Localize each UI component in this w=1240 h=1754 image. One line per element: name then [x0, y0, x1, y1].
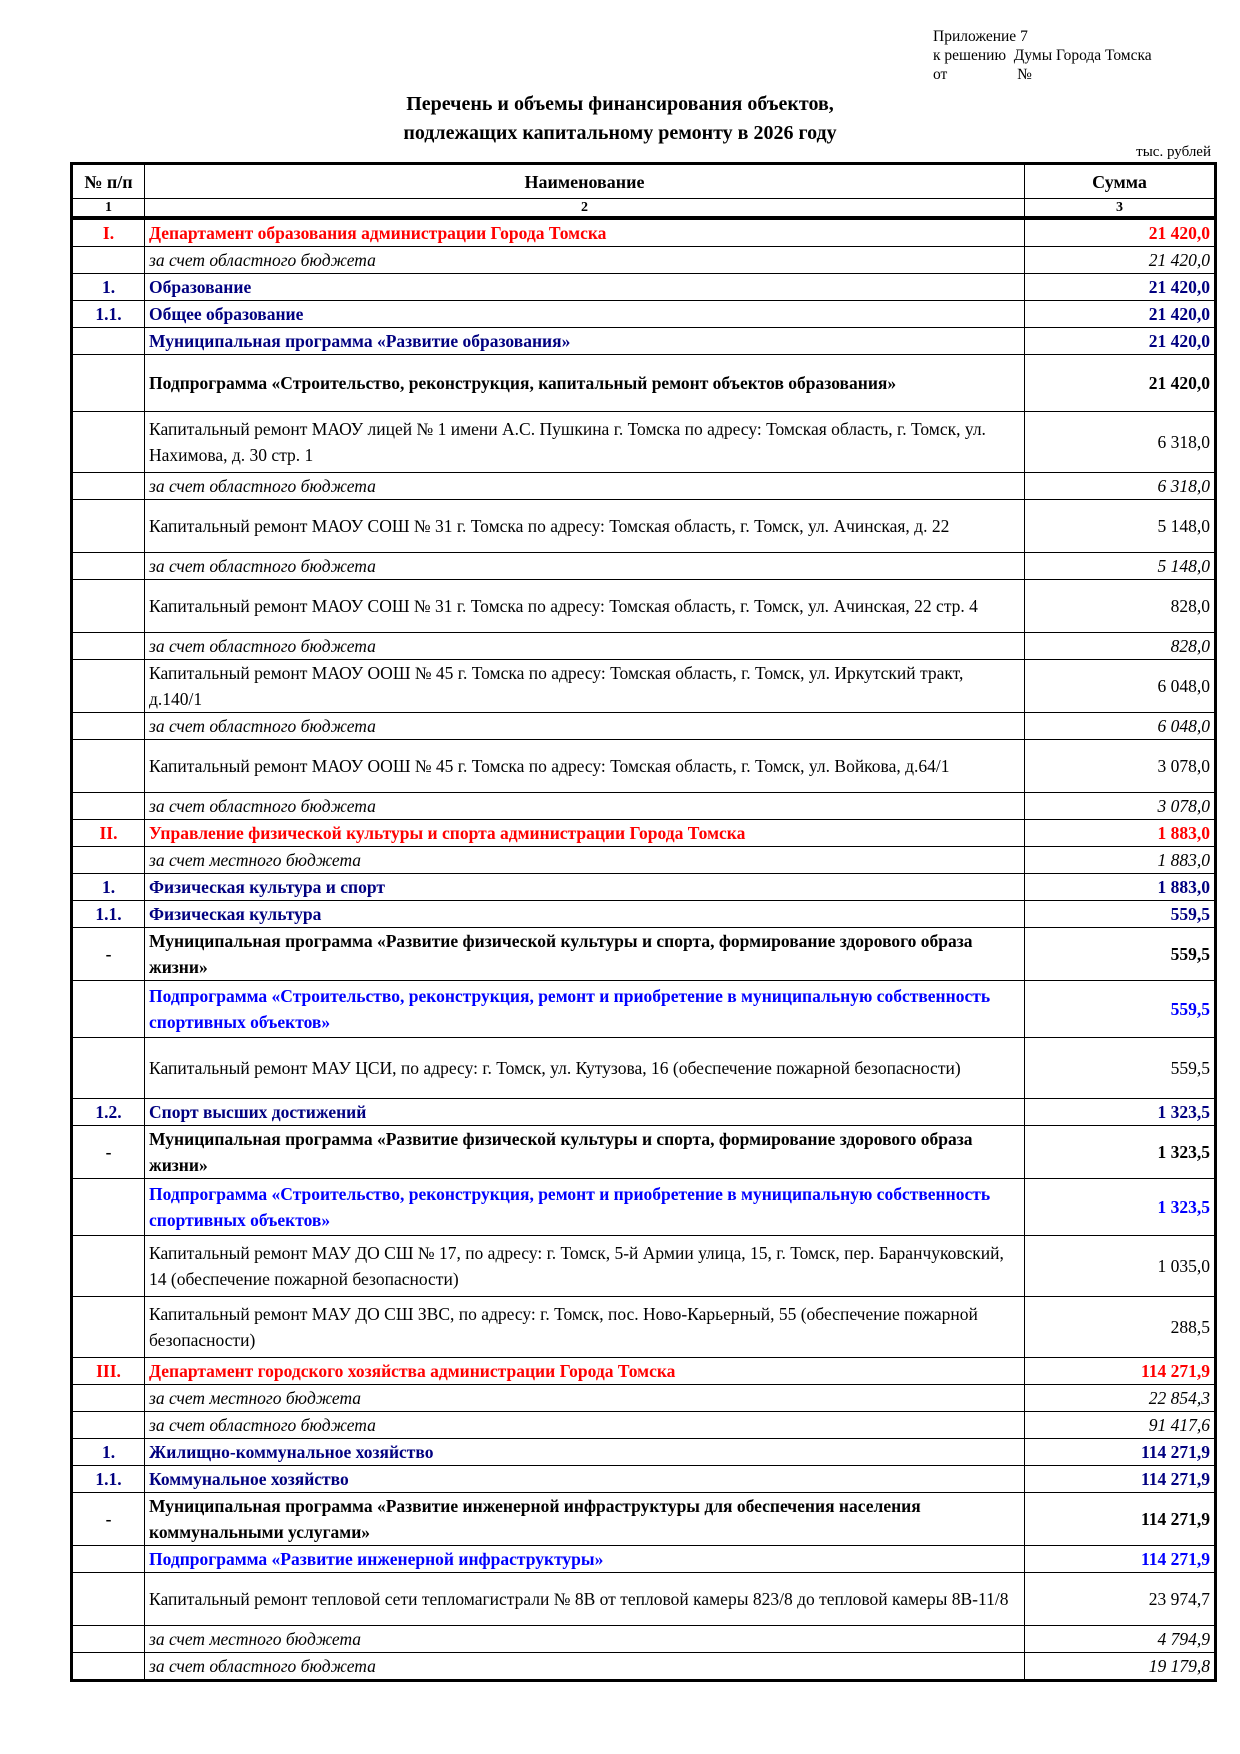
- cell-num: [72, 1385, 145, 1412]
- appendix-line-3: от №: [933, 66, 1032, 83]
- cell-sum: 23 974,7: [1025, 1573, 1216, 1626]
- cell-sum: 5 148,0: [1025, 500, 1216, 553]
- cell-num: [72, 847, 145, 874]
- cell-num: [72, 1236, 145, 1297]
- cell-sum: 91 417,6: [1025, 1412, 1216, 1439]
- cell-name: за счет областного бюджета: [145, 1653, 1025, 1681]
- cell-sum: 19 179,8: [1025, 1653, 1216, 1681]
- cell-sum: 21 420,0: [1025, 218, 1216, 247]
- table-row-budget: [72, 1385, 1216, 1412]
- cell-sum: 288,5: [1025, 1297, 1216, 1358]
- title-line-1: Перечень и объемы финансирования объектов,: [406, 93, 834, 115]
- cell-num: [72, 412, 145, 473]
- cell-num: [72, 580, 145, 633]
- column-number-3: 3: [1025, 199, 1216, 219]
- cell-sum: 559,5: [1025, 901, 1216, 928]
- cell-num: [72, 1626, 145, 1653]
- cell-num: [72, 247, 145, 274]
- column-number-1: 1: [72, 199, 145, 219]
- cell-name: Физическая культура и спорт: [145, 874, 1025, 901]
- cell-num: [72, 1573, 145, 1626]
- table-row-item: [72, 660, 1216, 713]
- table-row-section: [72, 274, 1216, 301]
- cell-name: Капитальный ремонт МАУ ДО СШ № 17, по адресу: г. Томск, 5-й Армии улица, 15, г. Томск, пер. Баранчуковский, 14 (обеспечение пожарной безопасности): [145, 1236, 1025, 1297]
- table-row-item: [72, 500, 1216, 553]
- cell-sum: 828,0: [1025, 580, 1216, 633]
- cell-name: Капитальный ремонт МАОУ СОШ № 31 г. Томска по адресу: Томская область, г. Томск, ул. Ачинская, 22 стр. 4: [145, 580, 1025, 633]
- cell-name: Капитальный ремонт тепловой сети тепломагистрали № 8В от тепловой камеры 823/8 до тепловой камеры 8В-11/8: [145, 1573, 1025, 1626]
- cell-sum: 114 271,9: [1025, 1466, 1216, 1493]
- cell-name: Жилищно-коммунальное хозяйство: [145, 1439, 1025, 1466]
- cell-num: [72, 1179, 145, 1236]
- cell-num: -: [72, 1493, 145, 1546]
- cell-num: -: [72, 1126, 145, 1179]
- column-number-2: 2: [145, 199, 1025, 219]
- cell-sum: 1 323,5: [1025, 1179, 1216, 1236]
- cell-num: [72, 713, 145, 740]
- table-row-section: [72, 874, 1216, 901]
- cell-num: [72, 660, 145, 713]
- cell-num: 1.1.: [72, 1466, 145, 1493]
- cell-name: Капитальный ремонт МАОУ СОШ № 31 г. Томска по адресу: Томская область, г. Томск, ул. Ачинская, д. 22: [145, 500, 1025, 553]
- cell-name: за счет местного бюджета: [145, 1626, 1025, 1653]
- cell-num: I.: [72, 218, 145, 247]
- header-sum: Сумма: [1025, 164, 1216, 199]
- cell-num: 1.1.: [72, 901, 145, 928]
- cell-name: Коммунальное хозяйство: [145, 1466, 1025, 1493]
- cell-name: Капитальный ремонт МАОУ ООШ № 45 г. Томска по адресу: Томская область, г. Томск, ул. Войкова, д.64/1: [145, 740, 1025, 793]
- table-row-dept: [72, 218, 1216, 247]
- cell-num: [72, 1546, 145, 1573]
- cell-name: за счет областного бюджета: [145, 553, 1025, 580]
- cell-name: за счет областного бюджета: [145, 473, 1025, 500]
- table-row-subprogram: [72, 1179, 1216, 1236]
- cell-sum: 3 078,0: [1025, 740, 1216, 793]
- cell-sum: 21 420,0: [1025, 301, 1216, 328]
- cell-sum: 828,0: [1025, 633, 1216, 660]
- table-row-subprogram: [72, 981, 1216, 1038]
- cell-num: [72, 1297, 145, 1358]
- cell-sum: 21 420,0: [1025, 328, 1216, 355]
- cell-name: за счет областного бюджета: [145, 247, 1025, 274]
- table-header-row: [72, 164, 1216, 199]
- table-row-budget: [72, 553, 1216, 580]
- cell-sum: 22 854,3: [1025, 1385, 1216, 1412]
- table-row-budget: [72, 1412, 1216, 1439]
- table-row-section: [72, 1466, 1216, 1493]
- cell-sum: 1 035,0: [1025, 1236, 1216, 1297]
- cell-sum: 21 420,0: [1025, 274, 1216, 301]
- cell-name: за счет областного бюджета: [145, 633, 1025, 660]
- document-title: [0, 90, 1240, 148]
- cell-name: за счет областного бюджета: [145, 1412, 1025, 1439]
- table-row-program: [72, 928, 1216, 981]
- table-row-budget: [72, 633, 1216, 660]
- cell-num: [72, 553, 145, 580]
- cell-num: [72, 328, 145, 355]
- cell-name: Департамент образования администрации Города Томска: [145, 218, 1025, 247]
- appendix-line-1: Приложение 7: [933, 28, 1028, 45]
- cell-num: [72, 981, 145, 1038]
- table-row-dept: [72, 820, 1216, 847]
- table-row-section: [72, 1099, 1216, 1126]
- table-row-budget: [72, 1653, 1216, 1681]
- appendix-line-2: к решению Думы Города Томска: [933, 47, 1152, 64]
- cell-name: Капитальный ремонт МАУ ЦСИ, по адресу: г. Томск, ул. Кутузова, 16 (обеспечение пожарной безопасности): [145, 1038, 1025, 1099]
- cell-name: Общее образование: [145, 301, 1025, 328]
- cell-sum: 559,5: [1025, 1038, 1216, 1099]
- cell-num: II.: [72, 820, 145, 847]
- cell-sum: 4 794,9: [1025, 1626, 1216, 1653]
- cell-name: Спорт высших достижений: [145, 1099, 1025, 1126]
- table-row-program: [72, 1493, 1216, 1546]
- table-row-subprogram-black: [72, 355, 1216, 412]
- cell-sum: 1 323,5: [1025, 1126, 1216, 1179]
- cell-num: 1.2.: [72, 1099, 145, 1126]
- cell-sum: 21 420,0: [1025, 247, 1216, 274]
- table-row-budget: [72, 793, 1216, 820]
- cell-name: за счет местного бюджета: [145, 847, 1025, 874]
- cell-num: [72, 793, 145, 820]
- cell-num: [72, 355, 145, 412]
- table-row-item: [72, 740, 1216, 793]
- table-row-item: [72, 1297, 1216, 1358]
- table-row-section: [72, 328, 1216, 355]
- table-row-item: [72, 1573, 1216, 1626]
- cell-sum: 1 883,0: [1025, 847, 1216, 874]
- cell-num: [72, 1038, 145, 1099]
- cell-num: 1.: [72, 874, 145, 901]
- cell-sum: 3 078,0: [1025, 793, 1216, 820]
- table-row-budget: [72, 473, 1216, 500]
- cell-num: [72, 500, 145, 553]
- cell-num: 1.1.: [72, 301, 145, 328]
- title-line-2: подлежащих капитальному ремонту в 2026 году: [403, 122, 837, 144]
- cell-num: III.: [72, 1358, 145, 1385]
- cell-sum: 1 323,5: [1025, 1099, 1216, 1126]
- table-row-item: [72, 412, 1216, 473]
- header-name: Наименование: [145, 164, 1025, 199]
- cell-name: Подпрограмма «Строительство, реконструкция, ремонт и приобретение в муниципальную собственность спортивных объектов»: [145, 981, 1025, 1038]
- units-label: тыс. рублей: [1136, 144, 1211, 160]
- column-numbers-row: [72, 199, 1216, 219]
- cell-sum: 1 883,0: [1025, 874, 1216, 901]
- cell-name: за счет местного бюджета: [145, 1385, 1025, 1412]
- table-row-budget: [72, 247, 1216, 274]
- cell-num: [72, 1412, 145, 1439]
- table-row-budget: [72, 1626, 1216, 1653]
- cell-num: [72, 473, 145, 500]
- table-row-section: [72, 901, 1216, 928]
- cell-name: Подпрограмма «Строительство, реконструкция, капитальный ремонт объектов образования»: [145, 355, 1025, 412]
- financing-table: [70, 162, 1217, 1682]
- cell-sum: 6 318,0: [1025, 412, 1216, 473]
- cell-sum: 1 883,0: [1025, 820, 1216, 847]
- cell-name: Муниципальная программа «Развитие физической культуры и спорта, формирование здорового образа жизни»: [145, 928, 1025, 981]
- table-row-program: [72, 1126, 1216, 1179]
- cell-name: Муниципальная программа «Развитие образования»: [145, 328, 1025, 355]
- cell-name: Муниципальная программа «Развитие инженерной инфраструктуры для обеспечения населения коммунальными услугами»: [145, 1493, 1025, 1546]
- cell-num: -: [72, 928, 145, 981]
- cell-num: 1.: [72, 1439, 145, 1466]
- cell-sum: 114 271,9: [1025, 1358, 1216, 1385]
- cell-sum: 114 271,9: [1025, 1546, 1216, 1573]
- cell-sum: 6 048,0: [1025, 660, 1216, 713]
- cell-sum: 6 048,0: [1025, 713, 1216, 740]
- cell-num: [72, 740, 145, 793]
- table-row-item: [72, 1038, 1216, 1099]
- cell-name: за счет областного бюджета: [145, 713, 1025, 740]
- table-row-item: [72, 1236, 1216, 1297]
- header-num: № п/п: [72, 164, 145, 199]
- table-row-budget: [72, 713, 1216, 740]
- cell-sum: 114 271,9: [1025, 1439, 1216, 1466]
- table-row-subprogram: [72, 1546, 1216, 1573]
- cell-name: Капитальный ремонт МАОУ ООШ № 45 г. Томска по адресу: Томская область, г. Томск, ул. Иркутский тракт, д.140/1: [145, 660, 1025, 713]
- cell-name: Капитальный ремонт МАОУ лицей № 1 имени А.С. Пушкина г. Томска по адресу: Томская область, г. Томск, ул. Нахимова, д. 30 стр. 1: [145, 412, 1025, 473]
- cell-name: за счет областного бюджета: [145, 793, 1025, 820]
- cell-num: 1.: [72, 274, 145, 301]
- cell-sum: 6 318,0: [1025, 473, 1216, 500]
- cell-name: Управление физической культуры и спорта администрации Города Томска: [145, 820, 1025, 847]
- appendix-note: [933, 27, 1152, 84]
- cell-name: Департамент городского хозяйства администрации Города Томска: [145, 1358, 1025, 1385]
- cell-num: [72, 633, 145, 660]
- cell-sum: 5 148,0: [1025, 553, 1216, 580]
- table-row-item: [72, 580, 1216, 633]
- cell-name: Подпрограмма «Развитие инженерной инфраструктуры»: [145, 1546, 1025, 1573]
- cell-name: Муниципальная программа «Развитие физической культуры и спорта, формирование здорового образа жизни»: [145, 1126, 1025, 1179]
- cell-name: Образование: [145, 274, 1025, 301]
- cell-sum: 559,5: [1025, 981, 1216, 1038]
- table-row-section: [72, 301, 1216, 328]
- cell-num: [72, 1653, 145, 1681]
- cell-name: Физическая культура: [145, 901, 1025, 928]
- cell-name: Подпрограмма «Строительство, реконструкция, ремонт и приобретение в муниципальную собственность спортивных объектов»: [145, 1179, 1025, 1236]
- table-row-budget: [72, 847, 1216, 874]
- cell-name: Капитальный ремонт МАУ ДО СШ ЗВС, по адресу: г. Томск, пос. Ново-Карьерный, 55 (обеспечение пожарной безопасности): [145, 1297, 1025, 1358]
- table-row-dept: [72, 1358, 1216, 1385]
- cell-sum: 559,5: [1025, 928, 1216, 981]
- table-row-section: [72, 1439, 1216, 1466]
- cell-sum: 114 271,9: [1025, 1493, 1216, 1546]
- cell-sum: 21 420,0: [1025, 355, 1216, 412]
